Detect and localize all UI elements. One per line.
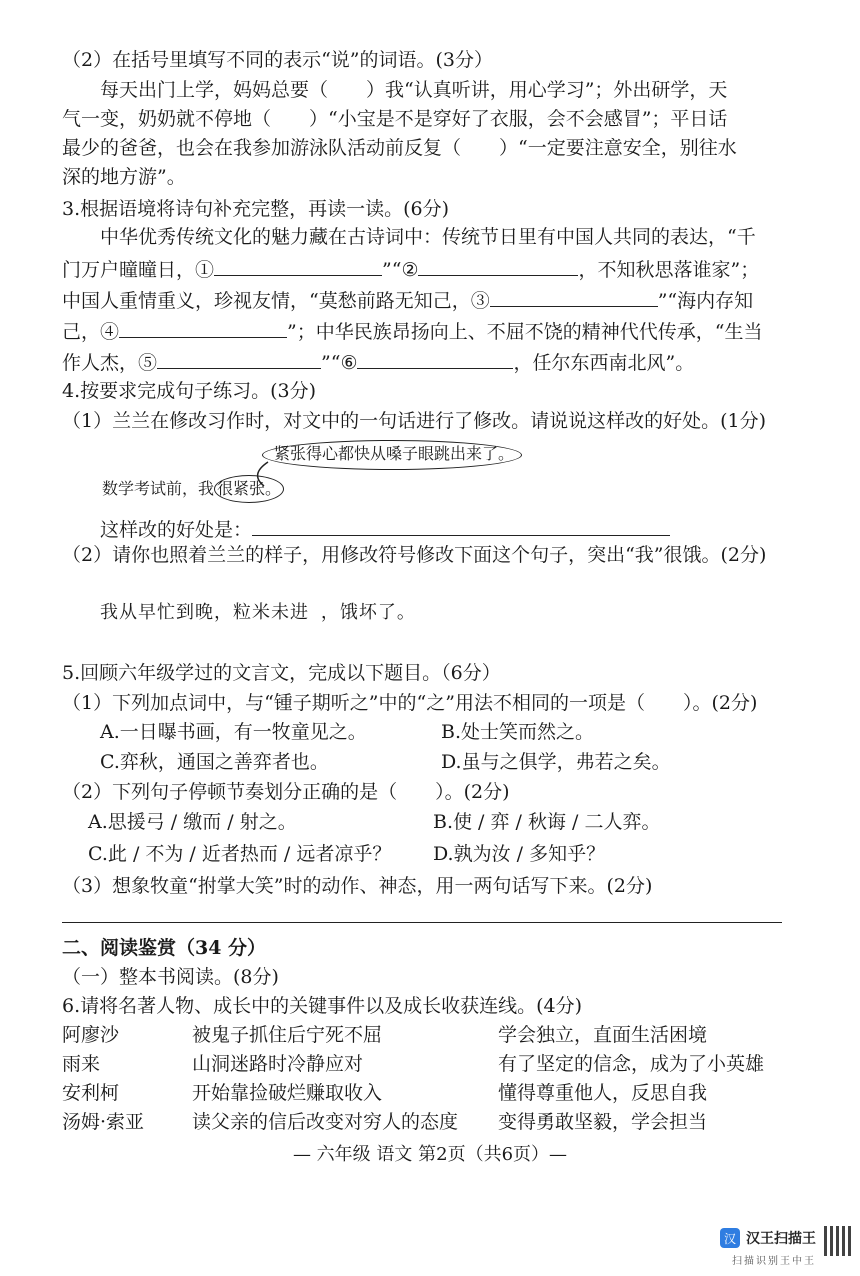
q3-line2-c: ，不知秋思落谁家”； <box>578 259 760 281</box>
q5-s2-option-b: B.使 / 弈 / 秋诲 / 二人弈。 <box>433 811 661 833</box>
q5-s2-option-c: C.此 / 不为 / 近者热而 / 远者凉乎？ <box>88 843 392 865</box>
q5-sub2: （2）下列句子停顿节奏划分正确的是（ ）。(2分) <box>62 781 510 803</box>
circled-phrase: 很紧张。 <box>214 475 284 503</box>
answer-line[interactable] <box>62 922 782 923</box>
original-sentence <box>102 475 284 503</box>
q3-line2-b: ”“② <box>382 259 419 281</box>
q6-gain-4[interactable]: 变得勇敢坚毅，学会担当 <box>498 1111 708 1133</box>
q2-paragraph-line2: 气一变，奶奶就不停地（ ）“小宝是不是穿好了衣服，会不会感冒”；平日话 <box>62 108 728 130</box>
q6-gain-2[interactable]: 有了坚定的信念，成为了小英雄 <box>498 1053 765 1075</box>
page-footer: — 六年级 语文 第2页（共6页）— <box>292 1144 568 1165</box>
q3-line2 <box>62 255 759 283</box>
q6-name-1: 阿廖沙 <box>62 1024 120 1046</box>
q6-title: 6.请将名著人物、成长中的关键事件以及成长收获连线。(4分) <box>62 995 583 1017</box>
q6-name-4: 汤姆·索亚 <box>62 1111 145 1133</box>
q3-line2-a: 门万户曈曈日，① <box>62 259 215 281</box>
q6-gain-1[interactable]: 学会独立，直面生活困境 <box>498 1024 708 1046</box>
q3-line3-b: ”“海内存知 <box>657 290 754 312</box>
q3-line5-c: ，任尔东西南北风”。 <box>513 352 695 374</box>
q4-title: 4.按要求完成句子练习。(3分) <box>62 380 317 402</box>
qr-code-icon <box>824 1226 854 1256</box>
part2-title: 二、阅读鉴赏（34 分） <box>62 937 267 959</box>
q6-name-3: 安利柯 <box>62 1082 120 1104</box>
scanner-brand: 汉王扫描王 <box>746 1231 816 1247</box>
q3-line4 <box>62 317 762 345</box>
q5-s1-option-b: B.处士笑而然之。 <box>441 721 595 743</box>
q6-event-2[interactable]: 山洞迷路时冷静应对 <box>192 1053 364 1075</box>
q5-sub3: （3）想象牧童“拊掌大笑”时的动作、神态，用一两句话写下来。(2分) <box>62 875 653 897</box>
q5-s2-option-d: D.孰为汝 / 多知乎？ <box>433 843 606 865</box>
blank-2[interactable] <box>418 255 578 276</box>
q4-sub2: （2）请你也照着兰兰的样子，用修改符号修改下面这个句子，突出“我”很饿。(2分) <box>62 544 767 566</box>
q5-s1-option-d: D.虽与之俱学，弗若之矣。 <box>441 751 671 773</box>
q5-s1-option-c: C.弈秋，通国之善弈者也。 <box>100 751 329 773</box>
benefit-label: 这样改的好处是： <box>100 519 253 541</box>
q6-gain-3[interactable]: 懂得尊重他人，反思自我 <box>498 1082 708 1104</box>
q2-paragraph-line3: 最少的爸爸，也会在我参加游泳队活动前反复（ ）“一定要注意安全，别往水 <box>62 137 737 159</box>
q2-paragraph-line4: 深的地方游”。 <box>62 166 186 188</box>
q3-line4-b: ”；中华民族昂扬向上、不屈不饶的精神代代传承，“生当 <box>287 321 763 343</box>
q4-sub1: （1）兰兰在修改习作时，对文中的一句话进行了修改。请说说这样改的好处。(1分) <box>62 410 767 432</box>
q3-line4-a: 己，④ <box>62 321 120 343</box>
part2-subtitle: （一）整本书阅读。(8分) <box>62 966 279 988</box>
blank-1[interactable] <box>214 255 382 276</box>
q5-s2-option-a: A.思援弓 / 缴而 / 射之。 <box>88 811 297 833</box>
blank-5[interactable] <box>157 348 321 369</box>
q3-line3 <box>62 286 753 314</box>
q6-event-1[interactable]: 被鬼子抓住后宁死不屈 <box>192 1024 383 1046</box>
q3-line1: 中华优秀传统文化的魅力藏在古诗词中：传统节日里有中国人共同的表达，“千 <box>100 226 756 248</box>
q3-line5-b: ”“⑥ <box>321 352 358 374</box>
benefit-blank[interactable] <box>252 515 670 536</box>
q5-title: 5.回顾六年级学过的文言文，完成以下题目。（6分） <box>62 662 501 684</box>
q6-name-2: 雨来 <box>62 1053 101 1075</box>
blank-3[interactable] <box>490 286 658 307</box>
q3-line5-a: 作人杰，⑤ <box>62 352 158 374</box>
q3-title: 3.根据语境将诗句补充完整，再读一读。(6分) <box>62 198 450 220</box>
q5-sub1: （1）下列加点词中，与“锺子期听之”中的“之”用法不相同的一项是（ ）。(2分) <box>62 692 758 714</box>
q6-event-3[interactable]: 开始靠捡破烂赚取收入 <box>192 1082 383 1104</box>
scanner-logo <box>720 1228 816 1248</box>
benefit-line <box>100 515 670 543</box>
scanner-logo-icon: 汉 <box>720 1228 740 1248</box>
q2-paragraph-line1: 每天出门上学，妈妈总要（ ）我“认真听讲，用心学习”；外出研学，天 <box>100 79 728 101</box>
edit-sentence: 我从早忙到晚，粒米未进 ，饿坏了。 <box>100 602 416 623</box>
blank-6[interactable] <box>357 348 513 369</box>
q6-event-4[interactable]: 读父亲的信后改变对穷人的态度 <box>192 1111 459 1133</box>
blank-4[interactable] <box>119 317 287 338</box>
q5-s1-option-a: A.一日曝书画，有一牧童见之。 <box>100 721 367 743</box>
revision-text: 紧张得心都快从嗓子眼跳出来了。 <box>274 444 515 463</box>
q3-line3-a: 中国人重情重义，珍视友情，“莫愁前路无知己，③ <box>62 290 490 312</box>
scanner-tagline: 扫描识别王中王 <box>732 1256 816 1267</box>
q3-line5 <box>62 348 694 376</box>
original-sentence-a: 数学考试前，我 <box>102 479 215 498</box>
q2-title: （2）在括号里填写不同的表示“说”的词语。(3分） <box>62 49 494 71</box>
